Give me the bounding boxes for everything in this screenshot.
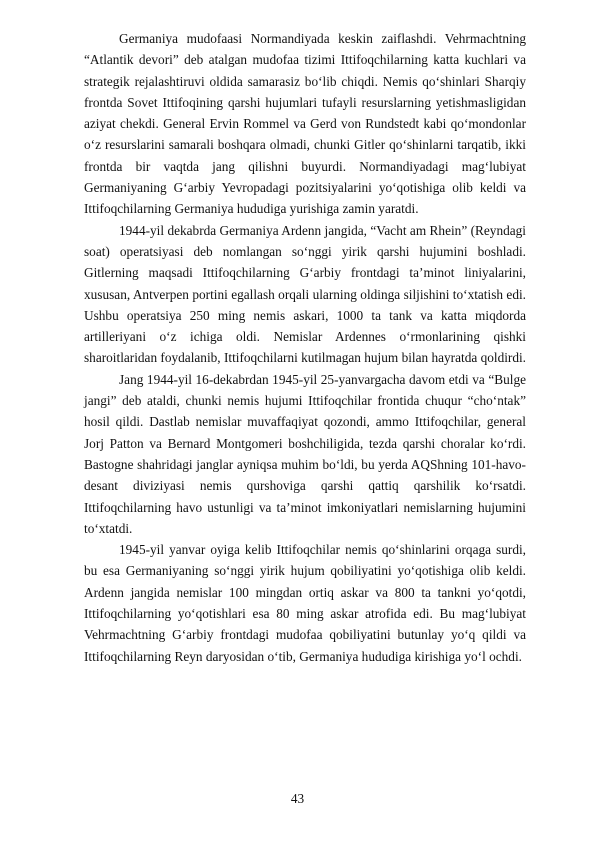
paragraph-german-retreat: 1945-yil yanvar oyiga kelib Ittifoqchilar nemis qo‘shinlarini orqaga surdi, bu esa Germaniyaning so‘nggi yirik hujum qobiliyatini yo‘qotishiga olib keldi. Ardenn jangida nemislar 100 mingdan ortiq askar va 800 ta tankni yo‘qotdi, Ittifoqchilarning yo‘qotishlari esa 80 ming askar atrofida edi. Bu mag‘lubiyat Vehrmachtning G‘arbiy frontdagi mudofaa qobiliyatini butunlay yo‘q qildi va Ittifoqchilarning Reyn daryosidan o‘tib, Germaniya hududiga kirishiga yo‘l ochdi. [84, 542, 526, 664]
page-number: 43 [290, 791, 305, 806]
paragraph-normandy-defense: Germaniya mudofaasi Normandiyada keskin zaiflashdi. Vehrmachtning “Atlantik devori” deb atalgan mudofaa tizimi Ittifoqchilarning katta kuchlari va strategik rejalashtiruvi oldida samarasiz bo‘lib chiqdi. Nemis qo‘shinlari Sharqiy frontda Sovet Ittifoqining qarshi hujumlari tufayli resurslarning yetishmasligidan aziyat chekdi. General Ervin Rommel va Gerd von Rundstedt kabi qo‘mondonlar o‘z resurslarini samarali boshqara olmadi, chunki Gitler qo‘shinlarni tarqatib, ikki frontda bir vaqtda jang qilishni buyurdi. Normandiyadagi mag‘lubiyat Germaniyaning G‘arbiy Yevropadagi pozitsiyalarini yo‘qotishiga olib keldi va Ittifoqchilarning Germaniya hududiga yurishiga zamin yaratdi. [84, 31, 526, 217]
paragraph-ardennes-offensive: 1944-yil dekabrda Germaniya Ardenn jangida, “Vacht am Rhein” (Reyndagi soat) operatsiyasi deb nomlangan so‘nggi yirik qarshi hujumini boshladi. Gitlerning maqsadi Ittifoqchilarning G‘arbiy frontdagi ta’minot liniyalarini, xususan, Antverpen portini egallash orqali ularning oldinga siljishini to‘xtatish edi. Ushbu operatsiya 250 ming nemis askari, 1000 ta tank va katta miqdorda artilleriyani o‘z ichiga oldi. Nemislar Ardennes o‘rmonlarining qishki sharoitlaridan foydalanib, Ittifoqchilarni kutilmagan hujum bilan hayratda qoldirdi. [84, 222, 527, 366]
paragraph-battle-of-bulge: Jang 1944-yil 16-dekabrdan 1945-yil 25-yanvargacha davom etdi va “Bulge jangi” deb ataldi, chunki nemis hujumi Ittifoqchilar frontida chuqur “cho‘ntak” hosil qildi. Dastlab nemislar muvaffaqiyat qozondi, ammo Ittifoqchilar, general Jorj Patton va Bernard Montgomeri boshchiligida, tezda qarshi choralar ko‘rdi. Bastogne shahridagi janglar ayniqsa muhim bo‘ldi, bu yerda AQShning 101-havo-desant diviziyasi nemis qurshoviga qarshi qattiq qarshilik ko‘rsatdi. Ittifoqchilarning havo ustunligi va ta’minot imkoniyatlari nemislarning hujumini to‘xtatdi. [84, 371, 526, 536]
body-text [84, 28, 526, 667]
